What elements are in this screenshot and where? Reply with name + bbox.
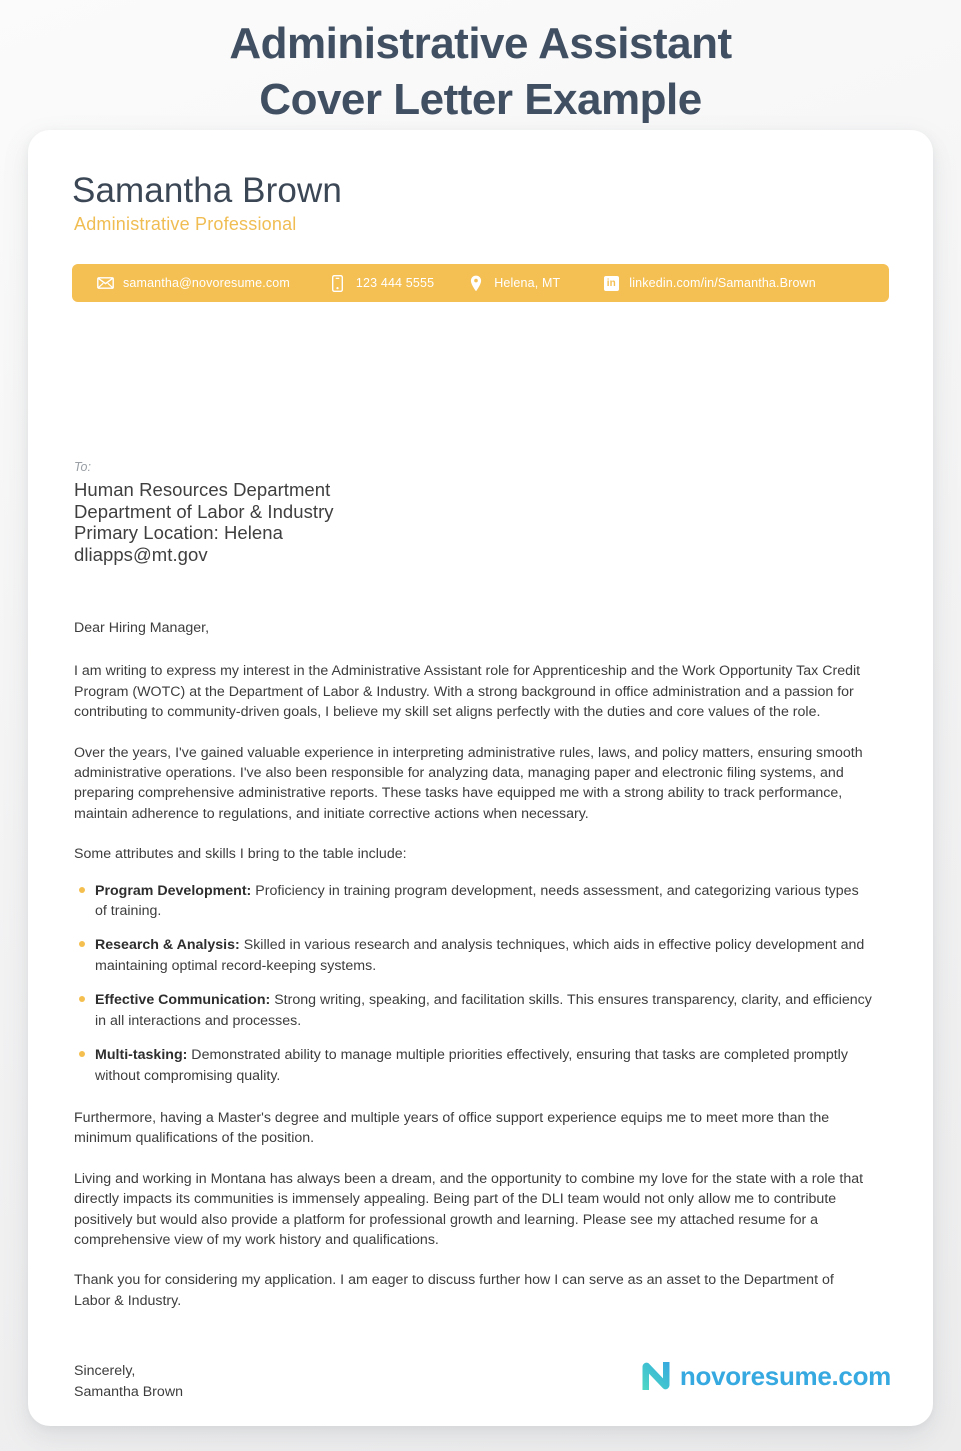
list-item <box>74 990 874 1031</box>
page-title <box>0 16 961 129</box>
recipient-line-2: Department of Labor & Industry <box>74 500 334 522</box>
body-paragraph-5: Thank you for considering my application. I am eager to discuss further how I can serve as an asset to the Department of Labor & Industry. <box>74 1272 834 1309</box>
bullet-dot-icon <box>79 1051 85 1057</box>
letter-body <box>74 618 874 1402</box>
contact-location-label: Helena, MT <box>494 276 561 290</box>
novoresume-logo-text: novoresume.com <box>679 1361 891 1391</box>
recipient-line-1: Human Resources Department <box>74 479 331 500</box>
applicant-name: Samantha Brown <box>72 171 342 210</box>
recipient-line-3: Primary Location: Helena <box>74 522 283 543</box>
body-paragraph-3: Furthermore, having a Master's degree and multiple years of office support experience equips me to meet more than the minimum qualifications of the position. <box>74 1109 830 1147</box>
linkedin-icon <box>602 274 620 292</box>
body-paragraph-4: Living and working in Montana has always been a dream, and the opportunity to combine my love for the state with a role that directly impacts its communities is immensely appealing. Being part of the DLI team would not only allow me to contribute positively but would also provide a platform for professional growth and learning. Please see my attached resume for a comprehensive view of my work history and qualifications. <box>74 1170 864 1248</box>
contact-linkedin-label: linkedin.com/in/Samantha.Brown <box>629 276 816 290</box>
recipient-label: To: <box>74 460 91 474</box>
skill-name: Program Development: <box>95 882 252 899</box>
skill-name: Effective Communication: <box>95 992 271 1009</box>
salutation: Dear Hiring Manager, <box>74 620 210 636</box>
list-item <box>74 1045 874 1086</box>
skill-description: Proficiency in training program development, needs assessment, and categorizing various types of training. <box>95 882 859 920</box>
skill-description: Demonstrated ability to manage multiple priorities effectively, ensuring that tasks are completed promptly without compromising quality. <box>95 1047 848 1084</box>
location-pin-icon <box>467 274 485 292</box>
body-paragraph-2: Over the years, I've gained valuable experience in interpreting administrative rules, laws, and policy matters, ensuring smooth administrative operations. I've also been responsible for analyzing data, managing paper and electronic filing systems, and preparing comprehensive administrative reports. These tasks have equipped me with a strong ability to track performance, maintain adherence to regulations, and initiate corrective actions when necessary. <box>74 744 863 822</box>
recipient-line-4: dliapps@mt.gov <box>74 543 208 565</box>
body-paragraph-1: I am writing to express my interest in the Administrative Assistant role for Apprenticeship and the Work Opportunity Tax Credit Program (WOTC) at the Department of Labor & Industry. With a strong background in office administration and a passion for contributing to community-driven goals, I believe my skill set aligns perfectly with the duties and core values of the role. <box>74 663 861 721</box>
applicant-role: Administrative Professional <box>74 214 297 234</box>
cover-letter-content <box>72 130 889 1426</box>
contact-phone-label: 123 444 5555 <box>355 276 435 290</box>
skill-description: Skilled in various research and analysis techniques, which aids in effective policy development and maintaining optimal record-keeping systems. <box>95 937 865 974</box>
recipient-block <box>74 479 334 565</box>
phone-icon <box>329 274 347 292</box>
contact-location[interactable] <box>467 274 560 292</box>
skill-name: Multi-tasking: <box>95 1047 188 1064</box>
page-title-line-2: Cover Letter Example <box>259 75 702 125</box>
cover-letter-card <box>28 130 933 1426</box>
novoresume-logo[interactable] <box>639 1359 891 1393</box>
bullet-dot-icon <box>79 996 85 1002</box>
contact-linkedin[interactable] <box>602 274 816 292</box>
contact-phone[interactable] <box>329 274 434 292</box>
novoresume-n-logo-icon <box>639 1359 673 1393</box>
envelope-icon <box>96 274 114 292</box>
list-item <box>74 935 874 976</box>
bullet-dot-icon <box>79 887 85 893</box>
list-item <box>74 881 874 922</box>
linkedin-icon-glyph: in <box>604 276 619 291</box>
contact-email[interactable] <box>96 274 290 292</box>
closing-signature-name: Samantha Brown <box>74 1383 183 1400</box>
skills-list <box>74 881 874 1086</box>
skill-name: Research & Analysis: <box>95 937 240 954</box>
closing-word: Sincerely, <box>74 1363 136 1380</box>
page-title-line-1: Administrative Assistant <box>229 19 732 68</box>
skills-lead-in: Some attributes and skills I bring to the table include: <box>74 846 407 863</box>
contact-bar <box>72 264 889 302</box>
contact-email-label: samantha@novoresume.com <box>123 276 290 290</box>
skill-description: Strong writing, speaking, and facilitation skills. This ensures transparency, clarity, and efficiency in all interactions and processes. <box>95 992 872 1029</box>
bullet-dot-icon <box>79 941 85 947</box>
